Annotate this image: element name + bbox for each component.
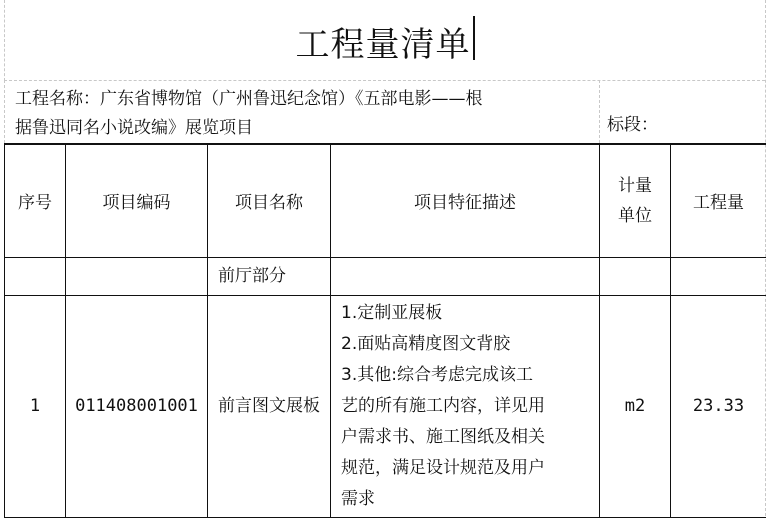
desc-line: 规范，满足设计规范及用户	[341, 453, 591, 484]
header-name[interactable]: 项目名称	[208, 144, 331, 257]
desc-line: 艺的所有施工内容，详见用	[341, 391, 591, 422]
group-name-cell[interactable]: 前厅部分	[208, 257, 331, 295]
desc-line: 3.其他:综合考虑完成该工	[341, 360, 591, 391]
row-code-cell[interactable]: 011408001001	[66, 295, 208, 517]
project-name-line-1: 工程名称：广东省博物馆（广州鲁迅纪念馆）《五部电影——根	[15, 85, 593, 114]
info-divider	[599, 80, 600, 143]
row-seq-cell[interactable]: 1	[5, 295, 66, 517]
project-info-row	[4, 80, 765, 143]
group-unit-cell[interactable]	[600, 257, 671, 295]
header-unit-line-1: 计量	[600, 171, 670, 201]
desc-line: 1.定制亚展板	[341, 298, 591, 329]
group-row	[5, 257, 766, 295]
row-name-cell[interactable]: 前言图文展板	[208, 295, 331, 517]
group-seq-cell[interactable]	[5, 257, 66, 295]
section-label[interactable]: 标段：	[607, 114, 658, 136]
header-desc[interactable]: 项目特征描述	[331, 144, 600, 257]
row-unit-cell[interactable]: m2	[600, 295, 671, 517]
group-desc-cell[interactable]	[331, 257, 600, 295]
title-row[interactable]	[4, 0, 765, 81]
bill-of-quantities-table	[4, 143, 766, 518]
document-title[interactable]: 工程量清单	[296, 17, 471, 66]
group-code-cell[interactable]	[66, 257, 208, 295]
desc-line: 需求	[341, 484, 591, 515]
header-unit[interactable]	[600, 144, 671, 257]
text-cursor	[473, 16, 475, 60]
header-seq[interactable]: 序号	[5, 144, 66, 257]
table-row	[5, 295, 766, 517]
desc-line: 户需求书、施工图纸及相关	[341, 422, 591, 453]
row-desc-cell[interactable]	[331, 295, 600, 517]
desc-line: 2.面贴高精度图文背胶	[341, 329, 591, 360]
header-unit-line-2: 单位	[600, 201, 670, 231]
header-code[interactable]: 项目编码	[66, 144, 208, 257]
row-qty-cell[interactable]: 23.33	[671, 295, 766, 517]
group-qty-cell[interactable]	[671, 257, 766, 295]
project-name[interactable]	[15, 85, 593, 143]
header-qty[interactable]: 工程量	[671, 144, 766, 257]
project-name-line-2: 据鲁迅同名小说改编》展览项目	[15, 114, 593, 143]
header-row	[5, 144, 766, 257]
